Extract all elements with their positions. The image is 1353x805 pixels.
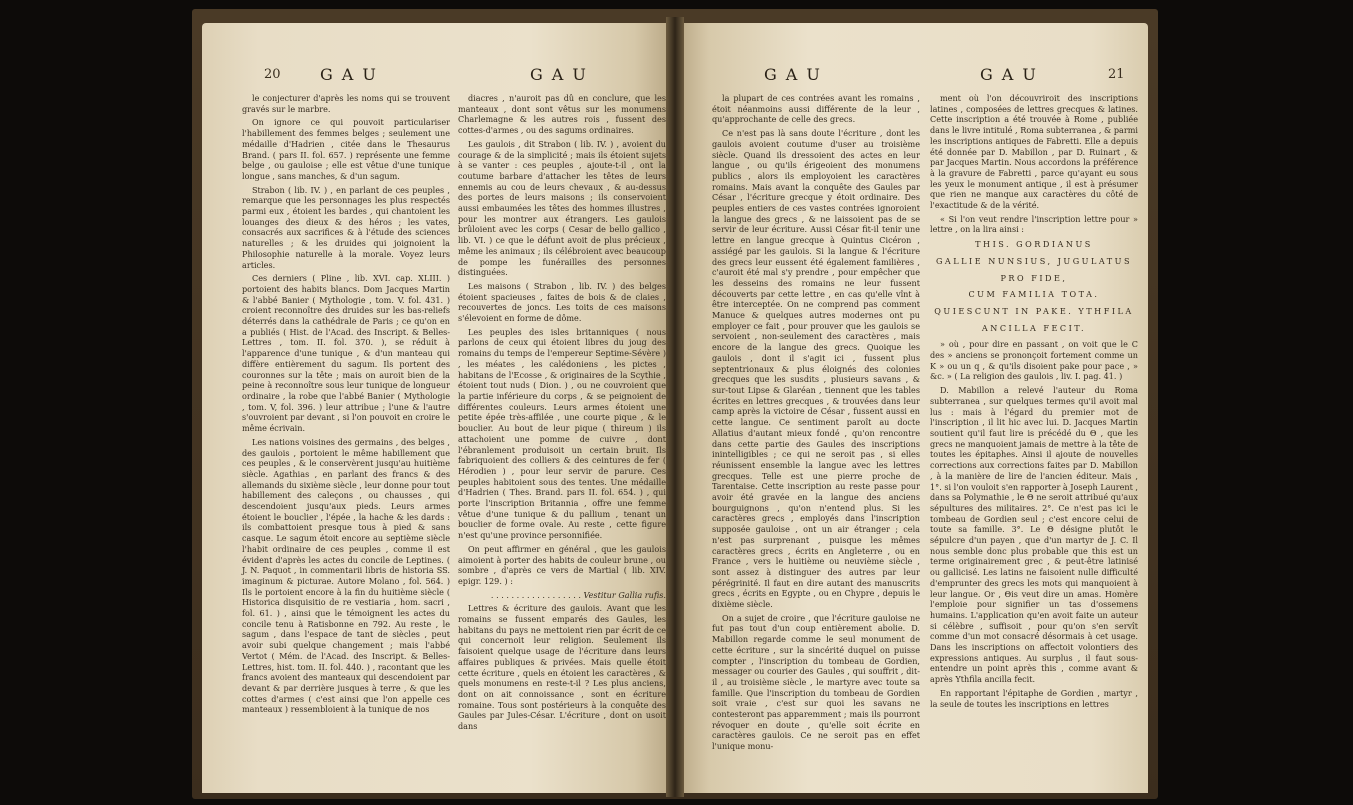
paragraph: Ces derniers ( Pline , lib. XVI. cap. XLIII. ) portoient des habits blancs. Dom Jacques Martin & l'abbé Banier ( Mythologie , tom. V. fol. 431. ) croient reconnoître des druides sur les bas-reliefs déterrés dans la cathédrale de Paris ; ce qu'on en a publiés ( Hist. de l'Acad. des Inscript. & Belles-Lettres , tom. II. fol. 370. ), se réduit à l'apparence d'une tunique , & d'un manteau qui diffère entièrement du sagum. Ils portent des couronnes sur la tête ; mais on auroit bien de la peine à reconnoître sous leur tunique de longueur ordinaire , la robe que l'abbé Banier ( Mythologie , tom. V, fol. 396. ) leur attribue ; l'une & l'autre s'ouvroient par devant , si l'on pouvoit en croire le même écrivain. xyxy=(242,273,450,434)
running-head: GAU xyxy=(980,65,1045,84)
running-head: GAU xyxy=(764,65,829,84)
paragraph: « Si l'on veut rendre l'inscription lettre pour » lettre , on la lira ainsi : xyxy=(930,213,1138,235)
paragraph: On peut affirmer en général , que les gaulois aimoient à porter des habits de couleur brune , ou sombre , d'après ce vers de Martial ( lib. XIV. epigr. 129. ) : xyxy=(458,543,666,586)
paragraph: ANCILLA FECIT. xyxy=(981,322,1087,333)
running-head: GAU xyxy=(320,65,385,84)
left-page-header xyxy=(202,65,672,87)
paragraph: Les peuples des isles britanniques ( nous parlons de ceux qui étoient libres du joug des romains du temps de l'empereur Septime-Sévère ) , les méates , les calédoniens , les pictes , habitans de l'Ecosse , & originaires de la Scythie , étoient tout nuds ( Dion. ) , ou ne couvroient que la partie inférieure du corps , & se peignoient de différentes couleurs. Leurs armes étoient une petite épée très-affilée , une courte pique , & le bouclier. Au bout de leur pique ( thireum ) ils attachoient une pomme de cuivre , dont l'ébranlement produisoit un certain bruit. Ils fabriquoient des colliers & des ceintures de fer ( Hérodien ) , pour leur servir de parure. Ces peuples habitoient sous des tentes. Une médaille d'Hadrien ( Thes. Brand. pars II. fol. 654. ) , qui porte l'inscription Britannia , offre une femme vêtue d'une tunique & du pallium , tenant un bouclier de forme ovale. Au reste , cette figure n'est qu'une province personnifiée. xyxy=(458,326,666,541)
paragraph: On a sujet de croire , que l'écriture gauloise ne fut pas tout d'un coup entièrement abolie. D. Mabillon regarde comme le seul monument de cette écriture , sur la sincérité duquel on puisse compter , l'inscription du tombeau de Gordien, messager ou courier des Gaules , qui souffrit , dit-il , au troisième siècle , le martyre avec toute sa famille. Que l'inscription du tombeau de Gordien soit vraie , c'est sur quoi les savans ne contesteront pas apparemment ; mais ils pourront révoquer en doute , qu'elle soit écrite en caractères gaulois. Ce ne seroit pas en effet l'unique monu- xyxy=(712,612,920,752)
paragraph: ment où l'on découvriroit des inscriptions latines , composées de lettres grecques & latines. Cette inscription a été trouvée à Rome , publiée dans le livre intitulé , Roma subterranea , & parmi les inscriptions antiques de Fabretti. Elle a depuis été donnée par D. Mabillon , par D. Ruinart , & par Jacques Martin. Nous accordons la préférence à la gravure de Fabretti , parce qu'ayant eu sous les yeux le monument antique , il est à présumer que rien ne manque aux caractères du côté de l'exactitude & de la vérité. xyxy=(930,93,1138,211)
paragraph: GALLIE NUNSIUS, JUGULATUS xyxy=(935,255,1133,266)
paragraph: QUIESCUNT IN PAKE. YTHFILA xyxy=(934,305,1134,316)
paragraph: PRO FIDE, xyxy=(1000,272,1068,283)
paragraph: Strabon ( lib. IV. ) , en parlant de ces peuples , remarque que les personnages les plus respectés parmi eux , étoient les bardes , qui chantoient les louanges des dieux & des héros ; les vates, consacrés aux sacrifices & à l'étude des sciences naturelles ; & les druides qui joignoient la Philosophie naturelle à la morale. Voyez leurs articles. xyxy=(242,184,450,270)
paragraph: THIS. GORDIANUS xyxy=(975,239,1093,250)
paragraph: On ignore ce qui pouvoit particulariser l'habillement des femmes belges ; seulement une médaille d'Hadrien , citée dans le Thesaurus Brand. ( pars II. fol. 657. ) représente une femme belge , ou gauloise ; elle est vêtue d'une tunique longue , sans manches, & d'un sagum. xyxy=(242,117,450,181)
text-column xyxy=(712,93,920,755)
paragraph: Les maisons ( Strabon , lib. IV. ) des belges étoient spacieuses , faites de bois & de claies , recouvertes de joncs. Les toits de ces maisons s'élevoient en forme de dôme. xyxy=(458,280,666,324)
paragraph: En rapportant l'épitaphe de Gordien , martyr , la seule de toutes les inscriptions en lettres xyxy=(930,687,1138,709)
paragraph: Les gaulois , dit Strabon ( lib. IV. ) , avoient du courage & de la simplicité ; mais ils étoient sujets à se vanter : ces peuples , ajoute-t-il , ont la coutume barbare d'attacher les têtes de leurs ennemis au cou de leurs chevaux , & au-dessus des portes de leurs maisons ; ils conservoient aussi embaumées les têtes des hommes illustres , pour les montrer aux étrangers. Les gaulois brûloient avec les corps ( Cesar de bello gallico , lib. VI. ) ce que le défunt avoit de plus précieux , même les animaux ; ils célébroient avec beaucoup de pompe les funérailles des personnes distinguées. xyxy=(458,138,666,278)
running-head: GAU xyxy=(530,65,595,84)
open-book xyxy=(192,9,1158,799)
paragraph: Lettres & écriture des gaulois. Avant que les romains se fussent emparés des Gaules, les habitans du pays ne mettoient rien par écrit de ce qui concernoit leur religion. Seulement ils faisoient quelque usage de l'écriture dans leurs affaires publiques & privées. Mais quelle étoit cette écriture , quels en étoient les caractères , & quels monumens en reste-t-il ? Les plus anciens, dont on ait connoissance , sont en écriture romaine. Tous sont postérieurs à la conquête des Gaules par Jules-César. L'écriture , dont on usoit dans xyxy=(458,603,666,732)
page-number: 21 xyxy=(1108,67,1125,82)
paragraph: diacres , n'auroit pas dû en conclure, que les manteaux , dont sont vêtus sur les monumens Charlemagne & les autres rois , fussent des cottes-d'armes , ou des sagums ordinaires. xyxy=(458,93,666,136)
paragraph: Ce n'est pas là sans doute l'écriture , dont les gaulois avoient coutume d'user au troisième siècle. Quand ils dressoient des actes en leur langue , ou qu'ils érigeoient des monumens publics , alors ils employoient les caractères romains. Mais avant la conquête des Gaules par César , l'écriture grecque y étoit ordinaire. Des peuples entiers de ces vastes contrées ignoroient la langue des grecs , & ne laissoient pas de se servir de leur écriture. Aussi César fit-il tenir une lettre en langue grecque à Quintus Cicéron , assiégé par les gaulois. Si la langue & l'écriture des grecs leur eussent été également familières , c'auroit été mal s'y prendre , pour empêcher que les desseins des romains ne leur fussent découverts par cette lettre , en cas qu'elle vînt à être interceptée. On ne comprend pas comment Manuce & quelques autres modernes ont pu employer ce fait , pour prouver que les gaulois se servoient , non-seulement des caractères , mais encore de la langue des grecs. Quoique les gaulois , dont il s'agit ici , fussent plus septentrionaux & plus éloignés des colonies grecques que les susdits , plusieurs savans , & sur-tout Lipse & Glaréan , tiennent que les tables écrites en lettres grecques , & trouvées dans leur camp après la victoire de César , fussent aussi en cette langue. Ce sentiment paroît au docte Allatius d'autant mieux fondé , qu'on rencontre dans cette partie des Gaules des inscriptions inintelligibles ; ce qui ne seroit pas , si elles réunissent ensemble la langue avec les lettres grecques. Telle est une pierre proche de Tarentaise. Cette inscription au reste passe pour avoir été gravée en la langue des anciens bourguignons , qu'on n'entend plus. Si les caractères grecs , employés dans l'inscription supposée gauloise , ont un air étranger ; cela n'est pas surprenant , puisque les mêmes caractères grecs , écrits en Angleterre , ou en France , vers le huitième ou neuvième siècle , sont assez à distinguer des autres par leur pérégrinité. Il faut en dire autant des manuscrits grecs , écrits en Egypte , ou en Chypre , depuis le dixième siècle. xyxy=(712,128,920,610)
paragraph: D. Mabillon a relevé l'auteur du Roma subterranea , sur quelques termes qu'il avoit mal lus : mais à l'égard du premier mot de l'inscription , il lit hic avec lui. D. Jacques Martin soutient qu'il faut lire is précédé du Θ , que les grecs ne manquoient jamais de mettre à la tête de toutes les épitaphes. Ainsi il ajoute de nouvelles corrections aux corrections faites par D. Mabillon , à la manière de lire de l'ancien éditeur. Mais , 1°. si l'on vouloit s'en rapporter à Joseph Laurent , dans sa Polymathie , le Θ ne seroit attribué qu'aux sépultures des militaires. 2°. Ce n'est pas ici le tombeau de Gordien seul ; c'est encore celui de toute sa famille. 3°. Le Θ désigne plutôt le sépulcre d'un payen , que d'un martyr de J. C. Il nous semble donc plus probable que this est un terme originairement grec , & peut-être latinisé ou gallicisé. Les latins ne faisoient nulle difficulté d'emprunter des grecs les mots qui manquoient à leur langue. Or , Θis veut dire un amas. Homère l'emploie pour signifier un tas d'ossemens humains. L'application qu'en avoit faite un auteur si célèbre , suffisoit , pour qu'on s'en servît comme d'un mot consacré désormais à cet usage. Dans les inscriptions on affectoit volontiers des expressions antiques. Au surplus , il faut sous-entendre un point après this , comme avant & après Ythfila ancilla fecit. xyxy=(930,385,1139,685)
page-number: 20 xyxy=(264,67,281,82)
right-page-header xyxy=(676,65,1148,87)
paragraph: la plupart de ces contrées avant les romains , étoit néanmoins aussi différente de la leur , qu'approchante de celle des grecs. xyxy=(712,93,920,125)
left-page xyxy=(202,23,672,793)
text-column xyxy=(930,93,1138,712)
book-gutter xyxy=(666,17,684,797)
paragraph: CUM FAMILIA TOTA. xyxy=(968,289,1100,300)
paragraph: le conjecturer d'après les noms qui se trouvent gravés sur le marbre. xyxy=(242,93,450,114)
text-column xyxy=(242,93,450,718)
text-column xyxy=(458,93,666,735)
paragraph: Les nations voisines des germains , des belges , des gaulois , portoient le même habillement que ces peuples , & le conservèrent jusqu'au huitième siècle. Agathias , en parlant des francs & des allemands du sixième siècle , leur donne pour tout habillement des caleçons , ou chausses , qui descendoient jusqu'aux pieds. Leurs armes étoient le bouclier , l'épée , la hache & les dards : ils combattoient presque tous à pied & sans casque. Le sagum étoit encore au septième siècle l'habit ordinaire de ces peuples , comme il est évident d'après les actes du concile de Leptines. ( J. N. Paquot , in commentarii libris de historia SS. imaginum & picturae. Autore Molano , fol. 564. ) Ils le portoient encore à la fin du huitième siècle ( Historica disquisitio de re vestiaria , hom. sacri , fol. 61. ) , ainsi que le témoignent les actes du concile tenu à Ratisbonne en 792. Au reste , le sagum , dans l'espace de tant de siècles , peut avoir subi quelque changement ; mais l'abbé Vertot ( Mém. de l'Acad. des Inscript. & Belles-Lettres, hist. tom. II. fol. 440. ) , racontant que les francs avoient des manteaux qui descendoient par devant & par derrière jusques à terre , & que les cottes d'armes ( c'est ainsi que l'on appelle ces manteaux ) ressembloient à la tunique de nos xyxy=(242,436,450,715)
paragraph: » où , pour dire en passant , on voit que le C des » anciens se prononçoit fortement comme un K » ou un q , & qu'ils disoient pake pour pace , » &c. » ( La religion des gaulois , liv. I. pag. 41. ) xyxy=(930,339,1138,382)
paragraph: . . . . . . . . . . . . . . . . . . Vestitur Gallia rufis. xyxy=(490,589,666,600)
right-page xyxy=(676,23,1148,793)
